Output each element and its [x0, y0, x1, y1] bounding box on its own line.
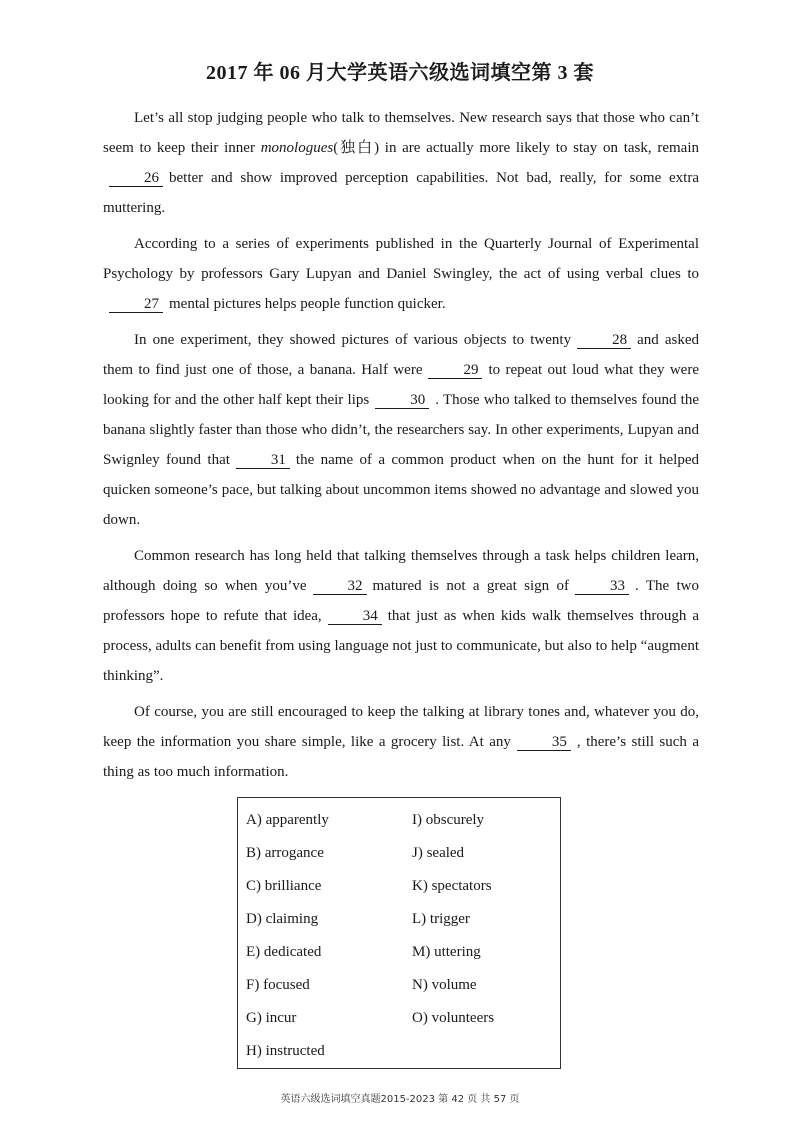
page-footer: 英语六级选词填空真题2015-2023 第 42 页 共 57 页	[280, 1094, 520, 1105]
blank-29: 29	[428, 362, 482, 379]
blank-28: 28	[577, 332, 631, 349]
blank-32: 32	[313, 578, 367, 595]
blank-31: 31	[236, 452, 290, 469]
option-item: F) focused	[246, 977, 310, 993]
passage	[103, 103, 699, 793]
option-item: H) instructed	[246, 1043, 325, 1059]
option-item: J) sealed	[412, 845, 465, 861]
option-item: D) claiming	[246, 911, 319, 927]
option-item: N) volume	[412, 977, 477, 993]
option-item: E) dedicated	[246, 944, 322, 960]
paragraph-4: Common research has long held that talking themselves through a task helps children learn, although doing so when you’ve 32 matured is not a great sign of 33 . The two professors hope to refute that idea, 34 that just as when kids walk themselves through a process, adults can benefit from using language not just to communicate, but also to help “augment thinking”.	[103, 548, 699, 684]
blank-30: 30	[375, 392, 429, 409]
paragraph-1: Let’s all stop judging people who talk to themselves. New research says that those who can’t seem to keep their inner monologues(独白) in are actually more likely to stay on task, remain26 better and show improved perception capabilities. Not bad, really, for some extra muttering.	[103, 110, 699, 216]
option-item: K) spectators	[412, 878, 492, 894]
page-title: 2017 年 06 月大学英语六级选词填空第 3 套	[206, 62, 594, 84]
option-item: L) trigger	[412, 911, 470, 927]
blank-27: 27	[109, 296, 163, 313]
blank-35: 35	[517, 734, 571, 751]
option-item: O) volunteers	[412, 1010, 495, 1026]
paragraph-2: According to a series of experiments published in the Quarterly Journal of Experimental Psychology by professors Gary Lupyan and Daniel Swingley, the act of using verbal clues to27 mental pictures helps people function quicker.	[103, 236, 699, 312]
option-item: I) obscurely	[412, 812, 485, 828]
option-item: B) arrogance	[246, 845, 324, 861]
option-item: G) incur	[246, 1010, 297, 1026]
blank-33: 33	[575, 578, 629, 595]
italic-word: monologues	[260, 140, 334, 156]
blank-34: 34	[328, 608, 382, 625]
option-item: A) apparently	[246, 812, 329, 828]
paragraph-5: Of course, you are still encouraged to keep the talking at library tones and, whatever you do, keep the information you share simple, like a grocery list. At any 35 , there’s still such a thing as too much information.	[103, 704, 699, 780]
word-bank	[237, 797, 561, 1069]
option-item: M) uttering	[412, 944, 481, 960]
option-item: C) brilliance	[246, 878, 322, 894]
word-bank-left-column	[246, 804, 329, 1068]
blank-26: 26	[109, 170, 163, 187]
paragraph-3: In one experiment, they showed pictures of various objects to twenty 28 and asked them to find just one of those, a banana. Half were 29 to repeat out loud what they were looking for and the other half kept their lips 30 . Those who talked to themselves found the banana slightly faster than those who didn’t, the researchers say. In other experiments, Lupyan and Swignley found that 31 the name of a common product when on the hunt for it helped quicken someone’s pace, but talking about uncommon items showed no advantage and slowed you down.	[103, 332, 700, 528]
word-bank-right-column	[412, 804, 494, 1035]
